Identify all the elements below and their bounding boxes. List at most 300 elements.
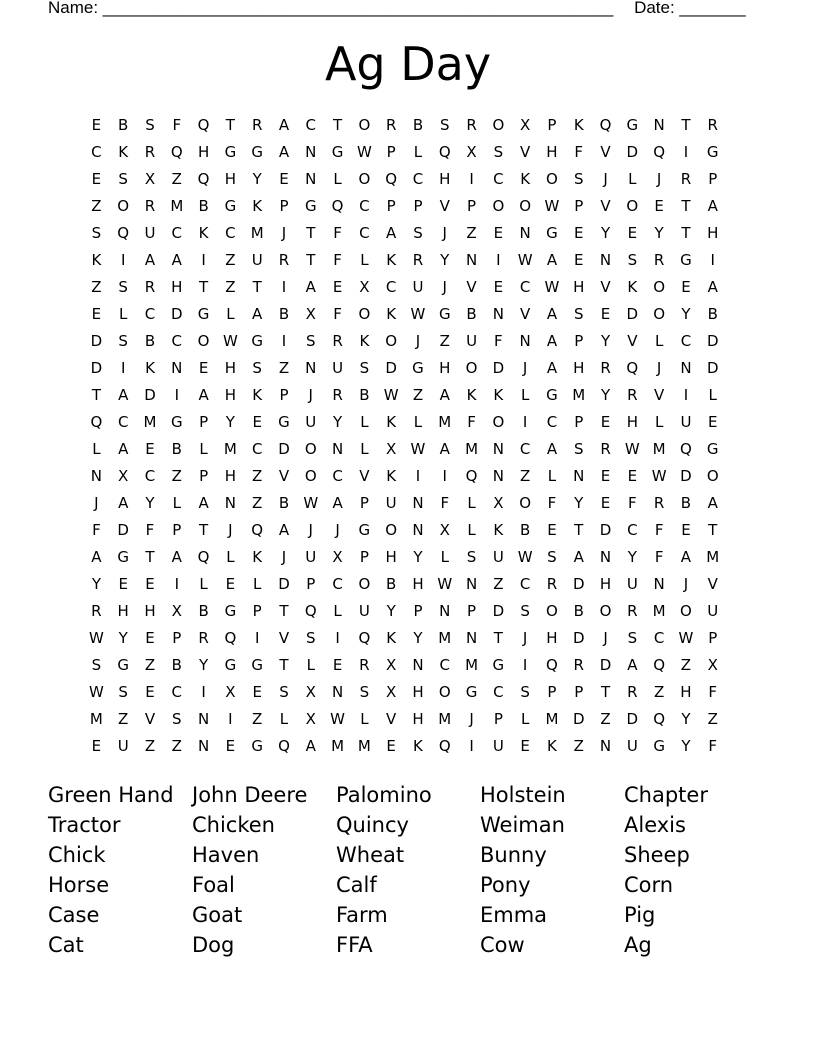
grid-letter: L: [413, 143, 423, 161]
grid-letter: D: [117, 521, 129, 539]
grid-letter: W: [517, 548, 533, 566]
grid-letter: H: [573, 278, 585, 296]
grid-letter: N: [492, 440, 504, 458]
grid-letter: S: [118, 170, 128, 188]
grid-letter: D: [144, 386, 156, 404]
grid-letter: O: [438, 683, 451, 701]
grid-letter: K: [145, 359, 155, 377]
grid-letter: I: [281, 278, 287, 296]
word-list-item: Quincy: [336, 813, 409, 837]
grid-letter: G: [251, 656, 263, 674]
grid-letter: A: [439, 440, 450, 458]
grid-letter: E: [574, 224, 584, 242]
grid-letter: A: [680, 548, 692, 566]
grid-letter: E: [600, 494, 611, 512]
grid-letter: J: [442, 224, 447, 242]
grid-letter: H: [439, 170, 451, 188]
grid-row: [83, 193, 726, 220]
grid-letter: W: [88, 629, 104, 647]
grid-letter: R: [600, 359, 611, 377]
grid-letter: N: [465, 575, 478, 593]
grid-letter: L: [467, 521, 476, 539]
word-list-item: Pig: [624, 903, 656, 927]
word-search-grid: [83, 112, 726, 760]
grid-letter: U: [492, 737, 504, 755]
grid-letter: G: [251, 332, 263, 350]
grid-letter: O: [385, 521, 398, 539]
grid-letter: Y: [681, 710, 691, 728]
grid-letter: M: [572, 386, 586, 404]
grid-letter: P: [574, 332, 584, 350]
grid-letter: C: [653, 629, 665, 647]
grid-letter: R: [332, 386, 343, 404]
grid-letter: K: [386, 413, 397, 431]
grid-letter: H: [117, 602, 129, 620]
grid-letter: D: [599, 521, 612, 539]
grid-letter: I: [174, 575, 179, 593]
grid-letter: R: [198, 629, 209, 647]
grid-letter: C: [519, 575, 531, 593]
grid-letter: X: [305, 710, 316, 728]
word-list-item: Palomino: [336, 783, 432, 807]
grid-letter: P: [252, 602, 262, 620]
grid-letter: N: [519, 332, 531, 350]
grid-letter: D: [278, 575, 290, 593]
grid-letter: G: [278, 413, 290, 431]
grid-letter: W: [330, 710, 345, 728]
grid-letter: B: [680, 494, 692, 512]
grid-letter: F: [654, 548, 664, 566]
grid-letter: A: [546, 251, 558, 269]
grid-letter: F: [145, 521, 155, 539]
grid-letter: E: [707, 413, 718, 431]
grid-letter: S: [466, 548, 477, 566]
grid-letter: S: [306, 332, 316, 350]
grid-letter: A: [278, 116, 290, 134]
grid-row: [83, 598, 726, 625]
grid-letter: Z: [707, 710, 718, 728]
grid-letter: L: [628, 170, 637, 188]
grid-letter: I: [442, 467, 447, 485]
grid-letter: J: [522, 359, 528, 377]
grid-letter: T: [574, 521, 584, 539]
grid-letter: C: [144, 467, 156, 485]
grid-letter: H: [546, 143, 558, 161]
grid-letter: H: [224, 386, 237, 404]
grid-letter: Q: [465, 467, 478, 485]
grid-letter: C: [171, 224, 183, 242]
grid-letter: E: [600, 305, 611, 323]
grid-letter: M: [652, 440, 666, 458]
grid-letter: L: [440, 548, 449, 566]
grid-letter: T: [91, 386, 101, 404]
grid-letter: G: [224, 197, 237, 215]
grid-letter: F: [333, 224, 342, 242]
grid-letter: Z: [600, 710, 611, 728]
grid-letter: P: [574, 197, 584, 215]
grid-letter: L: [654, 413, 664, 431]
grid-letter: M: [438, 413, 452, 431]
grid-letter: S: [520, 683, 530, 701]
grid-letter: J: [228, 521, 233, 539]
grid-letter: H: [546, 629, 558, 647]
grid-letter: T: [199, 278, 209, 296]
grid-letter: B: [171, 440, 182, 458]
grid-letter: Q: [653, 143, 666, 161]
grid-letter: S: [118, 278, 128, 296]
grid-row: [83, 436, 726, 463]
grid-letter: I: [469, 170, 474, 188]
grid-letter: O: [358, 575, 371, 593]
grid-letter: N: [171, 359, 183, 377]
grid-letter: K: [520, 170, 531, 188]
grid-letter: J: [335, 521, 340, 539]
grid-letter: Z: [252, 467, 263, 485]
grid-letter: Y: [118, 629, 128, 647]
grid-letter: W: [651, 467, 667, 485]
grid-letter: P: [172, 521, 182, 539]
grid-letter: Z: [653, 683, 665, 701]
grid-letter: K: [252, 386, 263, 404]
grid-letter: Q: [117, 224, 130, 242]
grid-letter: A: [546, 332, 558, 350]
grid-letter: U: [332, 359, 344, 377]
grid-letter: Z: [225, 251, 236, 269]
grid-letter: N: [465, 251, 478, 269]
grid-letter: C: [251, 440, 263, 458]
grid-letter: M: [465, 440, 479, 458]
grid-letter: N: [197, 710, 210, 728]
date-field-label: Date: _______: [634, 0, 746, 17]
grid-row: [83, 463, 726, 490]
word-list-item: Cat: [48, 933, 84, 957]
grid-letter: E: [279, 170, 289, 188]
grid-letter: J: [281, 224, 287, 242]
grid-letter: R: [573, 656, 584, 674]
grid-letter: D: [706, 332, 719, 350]
grid-letter: Y: [145, 494, 155, 512]
grid-letter: E: [332, 656, 343, 674]
grid-letter: E: [574, 251, 584, 269]
grid-letter: L: [199, 575, 208, 593]
grid-row: [83, 544, 726, 571]
grid-letter: T: [279, 656, 289, 674]
grid-letter: Y: [600, 332, 611, 350]
grid-letter: F: [547, 494, 557, 512]
word-list-item: John Deere: [192, 783, 308, 807]
grid-letter: K: [466, 386, 477, 404]
grid-letter: L: [279, 710, 289, 728]
grid-letter: H: [599, 575, 612, 593]
grid-letter: L: [119, 305, 128, 323]
grid-letter: E: [252, 683, 262, 701]
grid-letter: E: [600, 467, 611, 485]
grid-letter: V: [520, 143, 531, 161]
grid-letter: X: [332, 548, 343, 566]
name-field-label: Name: ______________________________________________________: [48, 0, 614, 17]
grid-letter: I: [120, 251, 126, 269]
grid-letter: Z: [91, 197, 102, 215]
grid-letter: C: [117, 413, 129, 431]
word-list-item: Bunny: [480, 843, 547, 867]
grid-letter: R: [412, 251, 424, 269]
grid-letter: P: [386, 197, 396, 215]
grid-letter: C: [493, 683, 504, 701]
grid-letter: N: [599, 251, 612, 269]
grid-letter: E: [520, 737, 530, 755]
grid-letter: R: [91, 602, 102, 620]
grid-letter: R: [546, 575, 558, 593]
grid-letter: F: [654, 521, 664, 539]
grid-letter: R: [653, 494, 665, 512]
grid-letter: A: [144, 251, 156, 269]
grid-letter: R: [332, 332, 343, 350]
grid-letter: I: [335, 629, 340, 647]
grid-letter: E: [547, 521, 557, 539]
grid-letter: E: [332, 278, 343, 296]
grid-letter: I: [201, 251, 206, 269]
grid-letter: Z: [493, 575, 504, 593]
grid-letter: X: [386, 683, 397, 701]
grid-letter: I: [683, 386, 689, 404]
word-list: [48, 780, 768, 960]
grid-letter: Y: [332, 413, 343, 431]
grid-letter: P: [708, 170, 718, 188]
grid-row: [83, 139, 726, 166]
grid-letter: U: [680, 413, 692, 431]
grid-letter: J: [656, 170, 662, 188]
grid-letter: X: [118, 467, 129, 485]
grid-letter: B: [573, 602, 584, 620]
grid-letter: N: [197, 737, 210, 755]
grid-letter: V: [520, 305, 531, 323]
grid-letter: D: [706, 359, 719, 377]
grid-letter: D: [626, 710, 639, 728]
grid-letter: H: [626, 413, 638, 431]
grid-letter: W: [544, 278, 560, 296]
grid-letter: N: [305, 359, 317, 377]
grid-row: [83, 355, 726, 382]
grid-letter: Z: [171, 737, 182, 755]
grid-letter: O: [599, 602, 612, 620]
grid-letter: G: [117, 548, 129, 566]
grid-letter: A: [439, 386, 450, 404]
grid-letter: Z: [171, 467, 182, 485]
word-list-item: Holstein: [480, 783, 566, 807]
grid-letter: X: [305, 683, 316, 701]
grid-letter: Q: [331, 197, 344, 215]
grid-letter: N: [412, 521, 424, 539]
grid-letter: M: [357, 737, 371, 755]
grid-letter: R: [707, 116, 718, 134]
grid-letter: S: [627, 251, 638, 269]
grid-letter: T: [306, 251, 316, 269]
grid-letter: D: [680, 467, 692, 485]
grid-letter: K: [547, 737, 557, 755]
grid-letter: B: [198, 602, 209, 620]
grid-letter: V: [627, 332, 638, 350]
grid-letter: O: [304, 467, 317, 485]
grid-letter: O: [680, 602, 692, 620]
word-list-item: Dog: [192, 933, 235, 957]
grid-letter: G: [197, 305, 210, 323]
grid-letter: O: [385, 332, 398, 350]
grid-letter: Q: [680, 440, 692, 458]
grid-letter: M: [143, 413, 157, 431]
grid-letter: V: [439, 197, 450, 215]
grid-letter: Y: [681, 305, 691, 323]
grid-letter: A: [627, 656, 638, 674]
grid-letter: P: [386, 143, 396, 161]
grid-letter: B: [707, 305, 718, 323]
grid-letter: D: [278, 440, 290, 458]
grid-letter: K: [573, 116, 584, 134]
grid-letter: M: [465, 656, 479, 674]
grid-letter: D: [90, 359, 103, 377]
grid-letter: L: [654, 332, 664, 350]
grid-letter: J: [308, 521, 313, 539]
grid-letter: Q: [90, 413, 103, 431]
grid-letter: E: [627, 224, 638, 242]
grid-letter: V: [600, 197, 611, 215]
grid-letter: R: [653, 251, 665, 269]
grid-letter: C: [332, 467, 343, 485]
grid-row: [83, 706, 726, 733]
grid-letter: G: [304, 197, 317, 215]
grid-letter: X: [520, 116, 531, 134]
grid-letter: S: [306, 629, 316, 647]
grid-letter: T: [252, 278, 262, 296]
grid-letter: J: [683, 575, 689, 593]
grid-letter: W: [303, 494, 319, 512]
word-list-item: Chapter: [624, 783, 708, 807]
grid-letter: F: [708, 683, 718, 701]
word-list-item: Goat: [192, 903, 243, 927]
grid-letter: H: [439, 359, 451, 377]
grid-letter: I: [120, 359, 126, 377]
grid-letter: J: [656, 359, 662, 377]
grid-letter: L: [172, 494, 181, 512]
grid-letter: F: [494, 332, 503, 350]
grid-letter: B: [466, 305, 477, 323]
grid-letter: O: [492, 413, 505, 431]
grid-letter: G: [680, 251, 692, 269]
grid-letter: J: [603, 629, 608, 647]
grid-letter: L: [306, 656, 315, 674]
grid-letter: Q: [438, 737, 451, 755]
grid-letter: C: [359, 224, 370, 242]
grid-letter: S: [91, 224, 102, 242]
grid-letter: J: [469, 710, 474, 728]
grid-letter: K: [386, 305, 397, 323]
grid-letter: V: [278, 629, 290, 647]
grid-letter: X: [305, 305, 316, 323]
grid-letter: T: [681, 197, 691, 215]
grid-letter: V: [466, 278, 477, 296]
grid-letter: K: [493, 521, 504, 539]
grid-letter: A: [278, 143, 290, 161]
grid-letter: Y: [413, 629, 423, 647]
grid-letter: U: [385, 494, 397, 512]
grid-letter: O: [492, 116, 505, 134]
grid-letter: K: [118, 143, 129, 161]
grid-letter: E: [91, 116, 102, 134]
grid-letter: T: [306, 224, 316, 242]
grid-letter: N: [573, 467, 585, 485]
grid-letter: E: [493, 224, 504, 242]
grid-letter: U: [466, 332, 478, 350]
grid-letter: R: [627, 386, 638, 404]
grid-letter: P: [172, 629, 182, 647]
grid-letter: K: [627, 278, 638, 296]
grid-letter: F: [708, 737, 718, 755]
grid-letter: I: [522, 656, 528, 674]
grid-letter: I: [522, 413, 528, 431]
grid-letter: Y: [600, 224, 611, 242]
grid-letter: L: [226, 548, 235, 566]
grid-letter: C: [91, 143, 102, 161]
grid-letter: Y: [574, 494, 584, 512]
grid-letter: K: [198, 224, 209, 242]
grid-letter: P: [359, 548, 369, 566]
grid-letter: X: [359, 278, 370, 296]
grid-letter: N: [492, 305, 504, 323]
grid-letter: C: [493, 170, 504, 188]
grid-letter: X: [493, 494, 504, 512]
grid-letter: D: [385, 359, 397, 377]
grid-letter: S: [573, 305, 584, 323]
grid-letter: K: [91, 251, 102, 269]
grid-letter: E: [145, 575, 155, 593]
grid-letter: O: [546, 602, 558, 620]
grid-letter: G: [492, 656, 505, 674]
grid-letter: L: [520, 710, 530, 728]
grid-letter: U: [117, 737, 129, 755]
word-list-item: Ag: [624, 933, 652, 957]
grid-letter: T: [145, 548, 155, 566]
grid-letter: B: [118, 116, 129, 134]
grid-letter: T: [681, 116, 691, 134]
grid-letter: Q: [197, 548, 210, 566]
grid-letter: G: [358, 521, 371, 539]
grid-letter: Y: [681, 737, 691, 755]
grid-letter: O: [358, 116, 371, 134]
grid-letter: A: [546, 359, 558, 377]
grid-row: [83, 652, 726, 679]
grid-letter: A: [707, 494, 718, 512]
grid-letter: Z: [118, 710, 129, 728]
grid-letter: Q: [197, 116, 210, 134]
grid-letter: Y: [440, 251, 450, 269]
grid-letter: Y: [654, 224, 664, 242]
grid-letter: V: [600, 143, 611, 161]
grid-letter: Z: [573, 737, 584, 755]
grid-letter: A: [118, 440, 129, 458]
grid-letter: K: [386, 629, 397, 647]
grid-letter: O: [304, 440, 317, 458]
grid-letter: C: [144, 305, 156, 323]
grid-letter: A: [707, 197, 718, 215]
grid-letter: L: [467, 494, 476, 512]
grid-letter: B: [278, 494, 290, 512]
grid-letter: H: [171, 278, 183, 296]
grid-letter: B: [359, 386, 370, 404]
grid-letter: R: [627, 602, 638, 620]
grid-letter: C: [225, 224, 236, 242]
grid-letter: Q: [197, 170, 210, 188]
grid-letter: T: [225, 116, 235, 134]
grid-row: [83, 625, 726, 652]
